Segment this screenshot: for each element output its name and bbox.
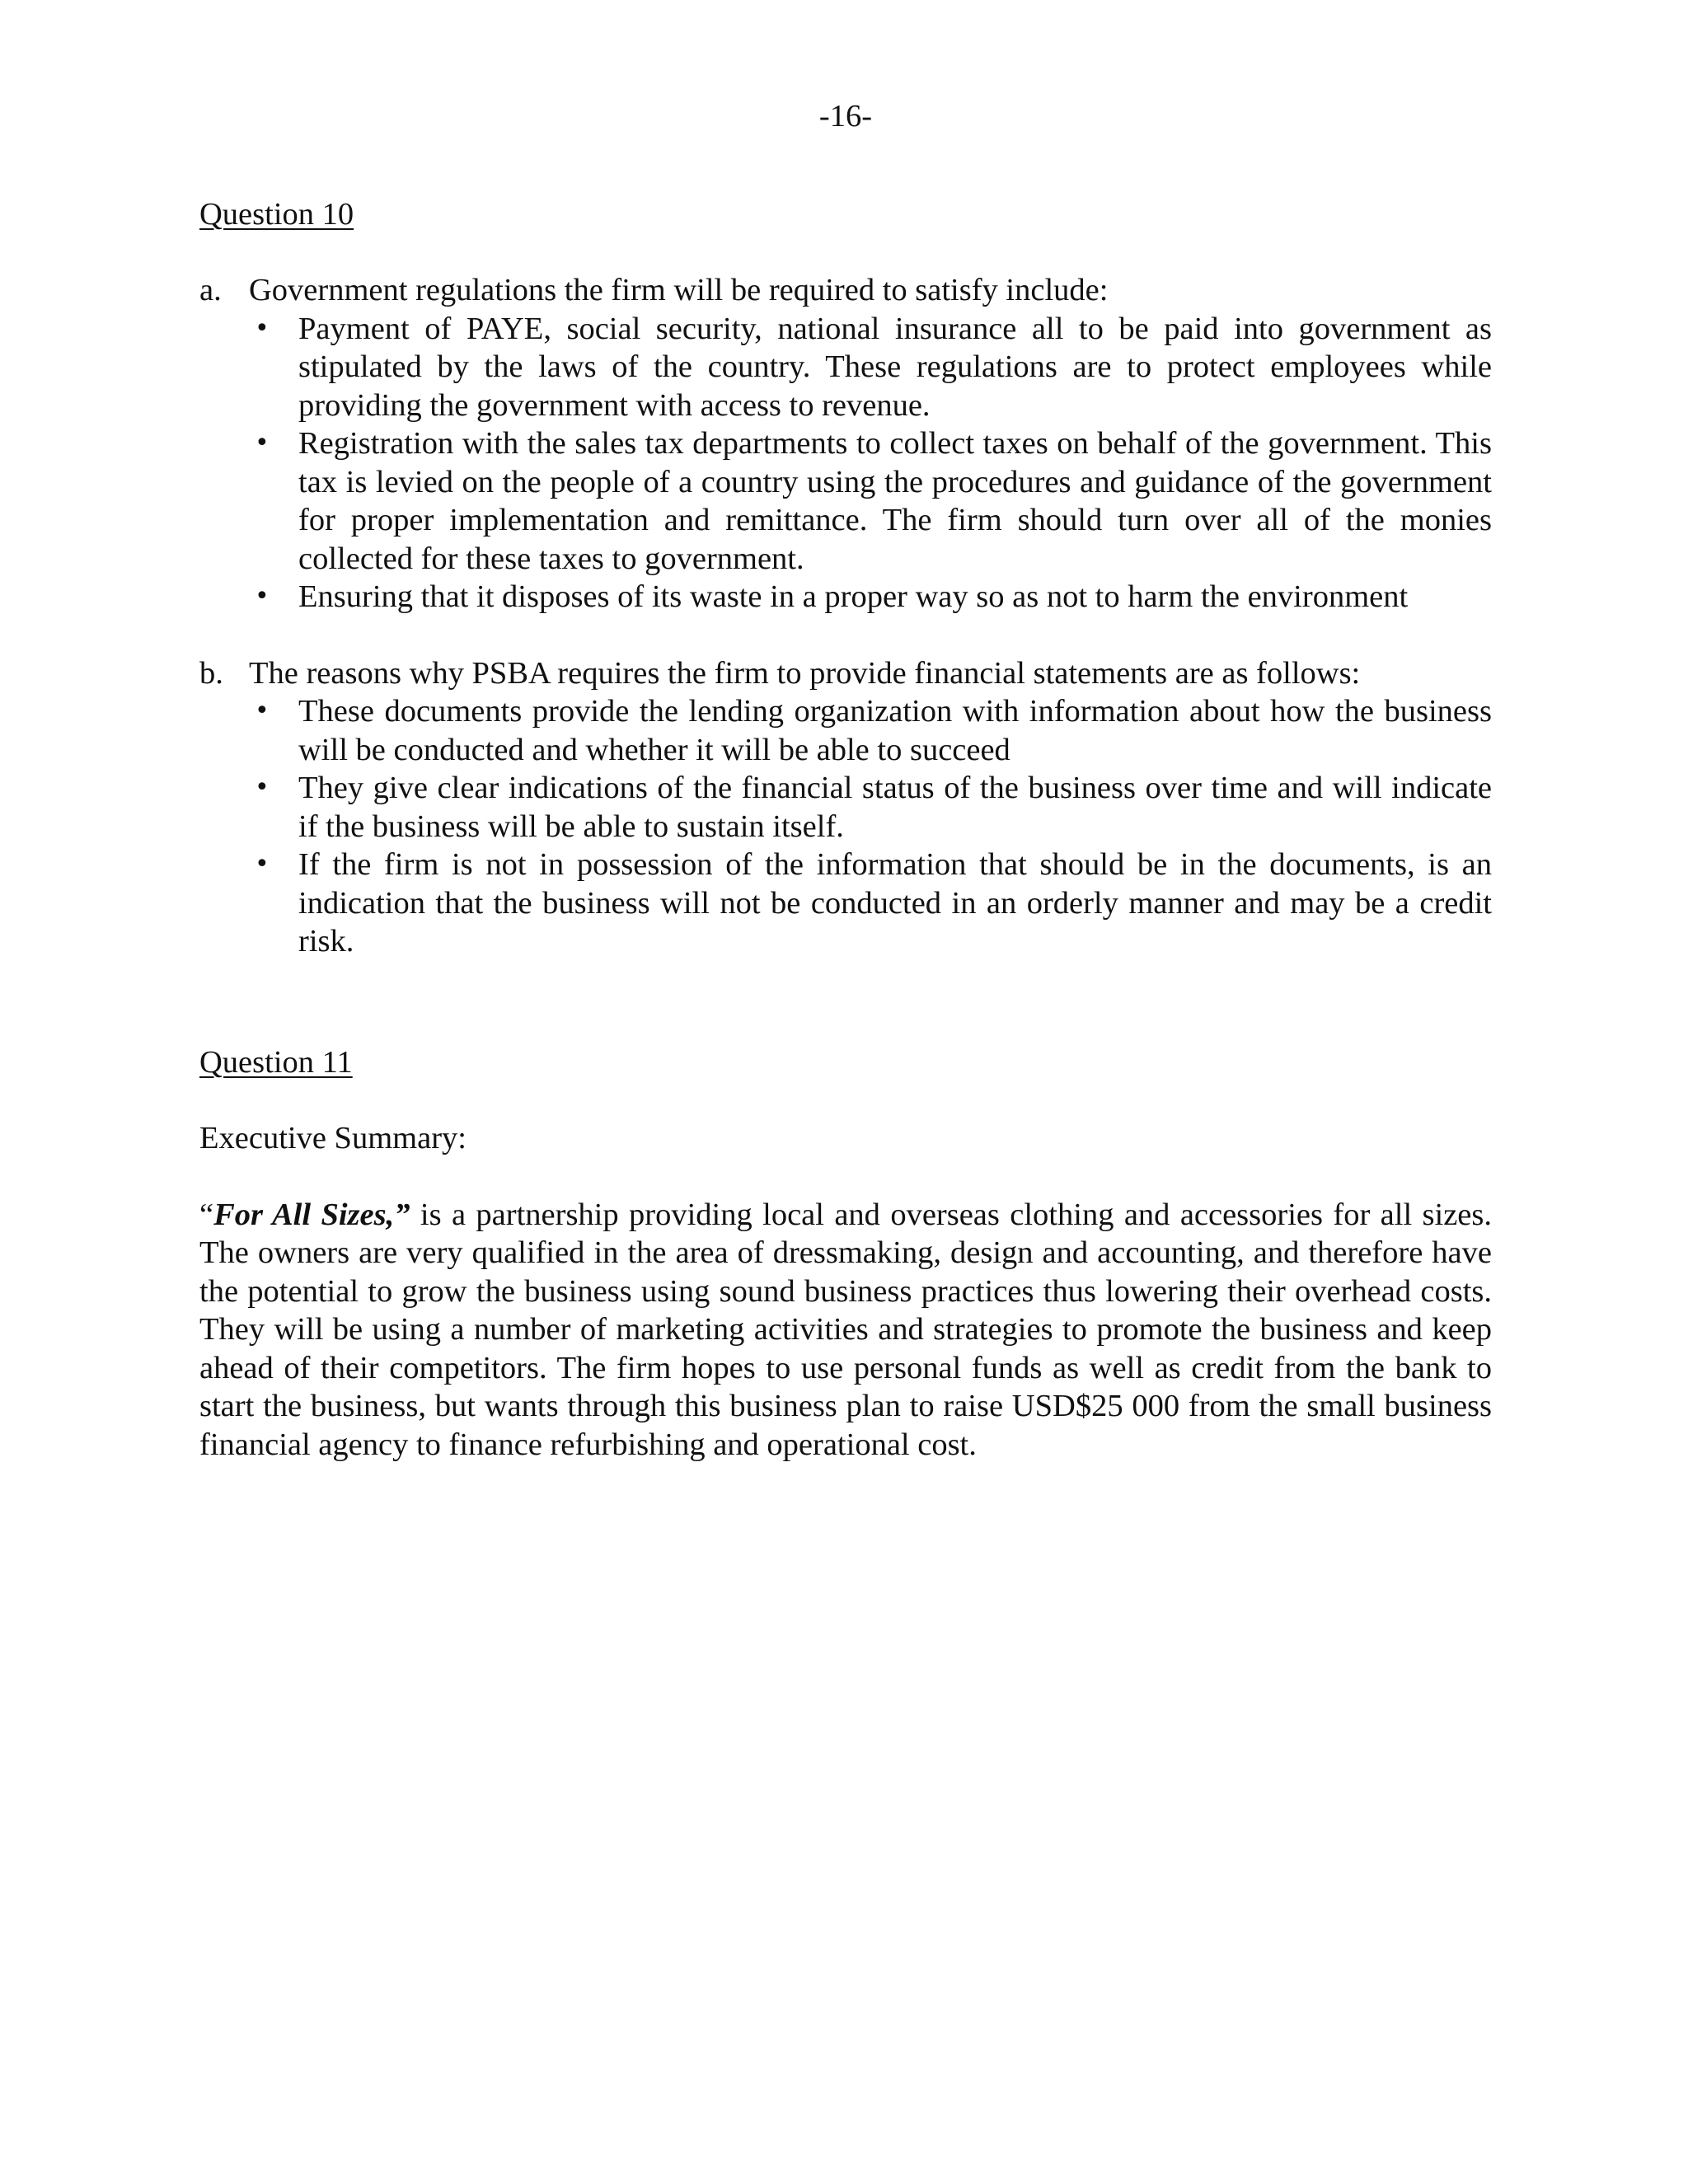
open-quote: “: [199, 1197, 214, 1232]
bullet-dot-icon: •: [255, 850, 270, 879]
question-11-heading: Question 11: [199, 1044, 353, 1080]
part-a-letter: a.: [199, 273, 222, 307]
list-item: [249, 310, 1492, 425]
list-item: [249, 846, 1492, 961]
list-item: [249, 424, 1492, 578]
list-item: [249, 769, 1492, 846]
question-10-part-a: [199, 271, 1492, 616]
part-b-letter: b.: [199, 655, 223, 691]
list-item: [249, 578, 1492, 616]
executive-summary-text: is a partnership providing local and overseas clothing and accessories for all sizes. The owners are very qualified in the area of dressmaking, design and accounting, and therefore have the potential to grow the business using sound business practices thus lowering their overhead costs. They will be using a number of marketing activities and strategies to promote the business and keep ahead of their competitors. The firm hopes to use personal funds as well as credit from the bank to start the business, but wants through this business plan to raise USD$25 000 from the small business financial agency to finance refurbishing and operational cost.: [199, 1197, 1493, 1462]
list-item-text: These documents provide the lending organization with information about how the business will be conducted and whether it will be able to succeed: [298, 694, 1492, 767]
part-b-intro: The reasons why PSBA requires the firm to provide financial statements are as follows:: [249, 655, 1361, 691]
bullet-dot-icon: •: [255, 313, 270, 343]
business-name: For All Sizes,”: [213, 1197, 410, 1232]
list-item-text: Payment of PAYE, social security, national insurance all to be paid into government as stipulated by the laws of the country. These regulations are to protect employees while providing the government with access to revenue.: [298, 311, 1492, 423]
executive-summary-paragraph: [199, 1196, 1492, 1465]
list-item-text: Ensuring that it disposes of its waste in a proper way so as not to harm the environment: [298, 579, 1409, 614]
list-item-text: They give clear indications of the financial status of the business over time and will indicate if the business will be able to sustain itself.: [298, 771, 1492, 844]
bullet-dot-icon: •: [255, 696, 270, 725]
executive-summary-label: Executive Summary:: [199, 1121, 467, 1155]
bullet-dot-icon: •: [255, 429, 270, 457]
page-content: [199, 97, 1492, 1464]
list-item-text: Registration with the sales tax departments to collect taxes on behalf of the government. This tax is levied on the people of a country using the procedures and guidance of the government for proper implementation and remittance. The firm should turn over all of the monies collected for these taxes to government.: [298, 426, 1492, 576]
page-number: -16-: [818, 99, 873, 134]
part-b-bullet-list: [249, 692, 1492, 961]
part-a-bullet-list: [249, 310, 1492, 616]
part-a-intro: Government regulations the firm will be required to satisfy include:: [249, 273, 1109, 307]
bullet-dot-icon: •: [255, 582, 270, 611]
question-10-heading: Question 10: [199, 196, 354, 232]
question-10-part-b: [199, 654, 1492, 961]
bullet-dot-icon: •: [255, 773, 270, 802]
list-item: [249, 692, 1492, 769]
list-item-text: If the firm is not in possession of the information that should be in the documents, is an indication that the business will not be conducted in an orderly manner and may be a credit risk.: [298, 847, 1492, 958]
